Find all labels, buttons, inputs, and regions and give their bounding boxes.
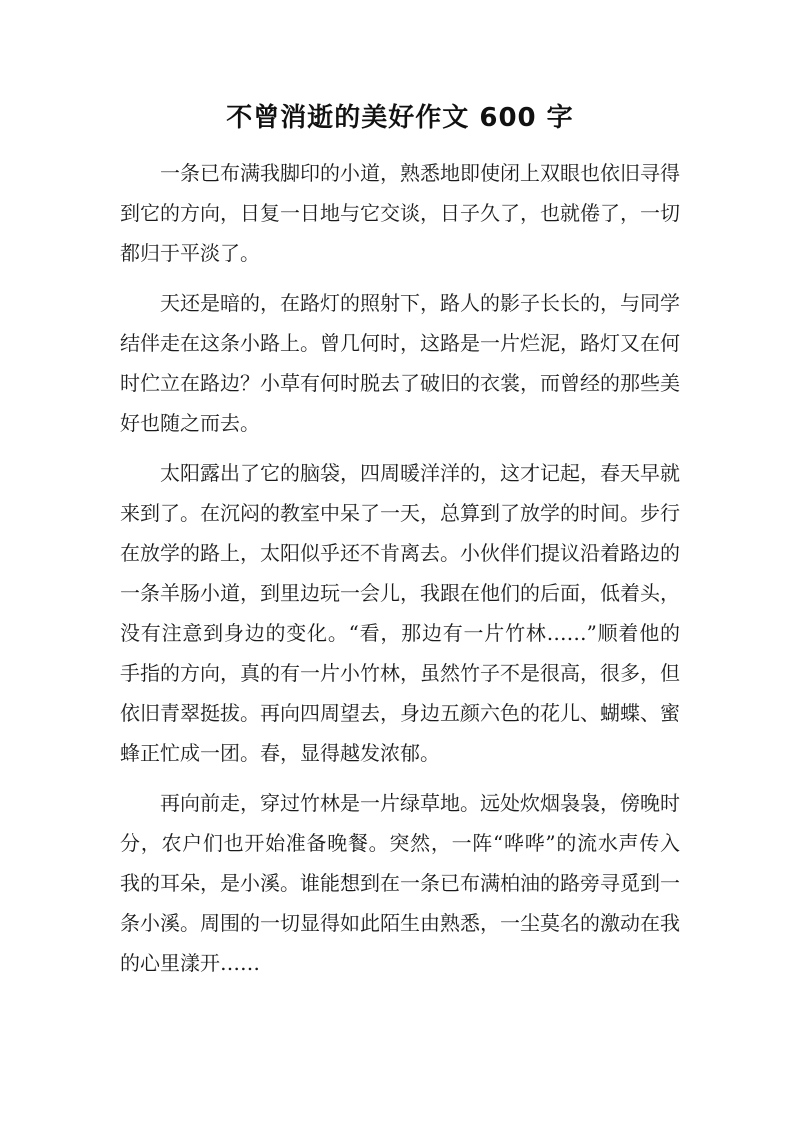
document-title: 不曾消逝的美好作文 600 字 bbox=[226, 103, 574, 133]
paragraph-1: 一条已布满我脚印的小道，熟悉地即使闭上双眼也依旧寻得到它的方向，日复一日地与它交谈，日子久了，也就倦了，一切都归于平淡了。 bbox=[120, 161, 680, 265]
document-body bbox=[120, 153, 680, 993]
paragraph-3: 太阳露出了它的脑袋，四周暖洋洋的，这才记起，春天早就来到了。在沉闷的教室中呆了一天，总算到了放学的时间。步行在放学的路上，太阳似乎还不肯离去。小伙伴们提议沿着路边的一条羊肠小道，到里边玩一会儿，我跟在他们的后面，低着头，没有注意到身边的变化。“看，那边有一片竹林……”顺着他的手指的方向，真的有一片小竹林，虽然竹子不是很高，很多，但依旧青翠挺拔。再向四周望去，身边五颜六色的花儿、蝴蝶、蜜蜂正忙成一团。春，显得越发浓郁。 bbox=[120, 461, 680, 765]
paragraph-2: 天还是暗的，在路灯的照射下，路人的影子长长的，与同学结伴走在这条小路上。曾几何时，这路是一片烂泥，路灯又在何时伫立在路边？小草有何时脱去了破旧的衣裳，而曾经的那些美好也随之而去。 bbox=[120, 291, 680, 435]
paragraph-4: 再向前走，穿过竹林是一片绿草地。远处炊烟袅袅，傍晚时分，农户们也开始准备晚餐。突然，一阵“哗哗”的流水声传入我的耳朵，是小溪。谁能想到在一条已布满柏油的路旁寻觅到一条小溪。周围的一切显得如此陌生由熟悉，一尘莫名的激动在我的心里漾开…… bbox=[120, 791, 680, 975]
